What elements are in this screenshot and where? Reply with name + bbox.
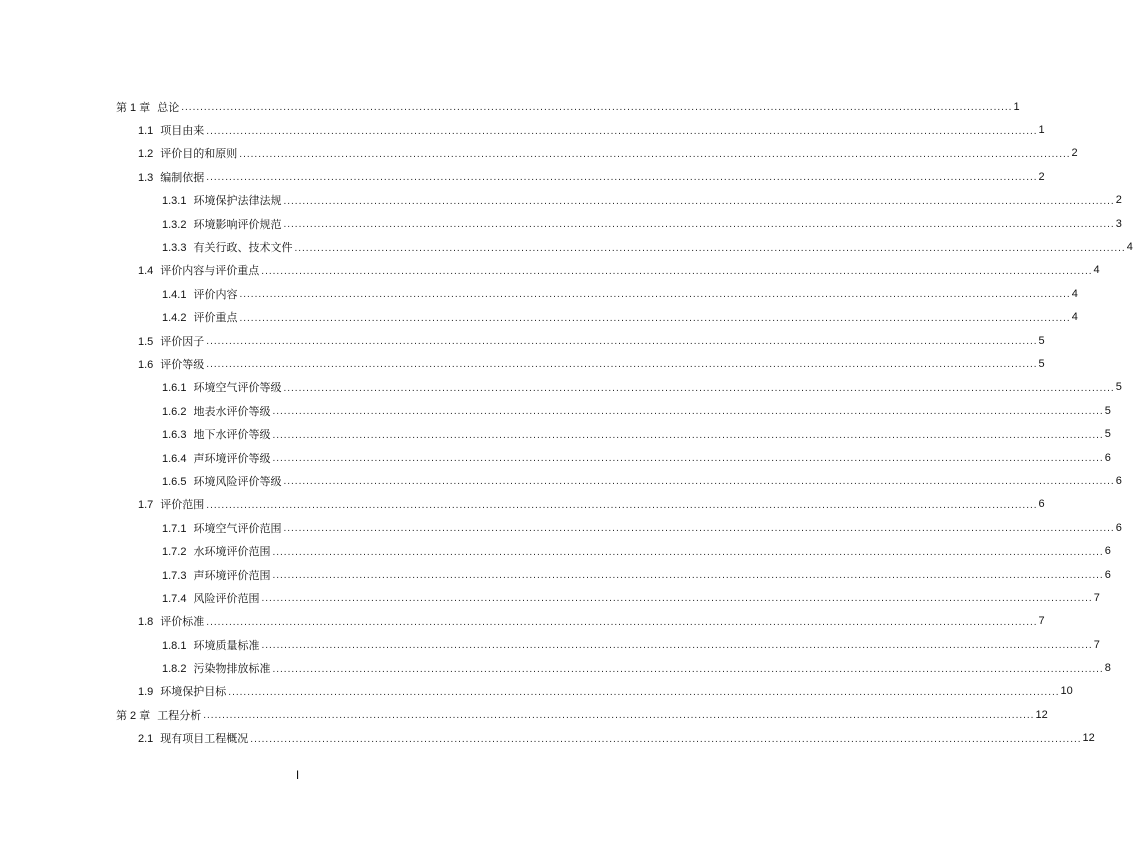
toc-entry-label [162,426,272,442]
toc-entry-title: 声环境评价等级 [193,451,271,465]
toc-entry-page: 4 [1126,241,1133,254]
toc-entry[interactable] [138,118,1045,141]
toc-entry-title: 评价内容 [193,287,238,301]
toc-entry-label [162,379,283,395]
toc-entry[interactable] [162,563,1111,586]
toc-entry-title: 环境质量标准 [193,638,260,652]
toc-entry-title: 环境空气评价等级 [193,381,282,395]
toc-entry-label [138,356,206,372]
dot-leader: ............................................................................................................................................................................................................................ [206,172,1038,184]
toc-entry-page: 5 [1115,381,1122,394]
dot-leader: ............................................................................................................................................................................................................................ [206,336,1038,348]
dot-leader: ............................................................................................................................................................................................................................ [239,289,1071,301]
toc-entry-page: 5 [1104,404,1111,417]
toc-entry-number: 1.6.2 [162,405,187,418]
toc-entry[interactable] [162,189,1122,212]
toc-entry-page: 2 [1038,170,1045,183]
toc-entry-label [138,262,261,278]
toc-entry[interactable] [138,352,1045,375]
toc-entry-page: 3 [1115,217,1122,230]
toc-entry-number: 1.3.1 [162,195,187,208]
toc-entry-page: 2 [1115,194,1122,207]
toc-entry[interactable] [162,516,1122,539]
toc-entry[interactable] [162,469,1122,492]
dot-leader: ............................................................................................................................................................................................................................ [272,406,1104,418]
toc-entry-label [162,192,283,208]
toc-entry-title: 水环境评价范围 [193,545,271,559]
toc-entry-number: 1.7.1 [162,522,187,535]
toc-entry[interactable] [138,680,1073,703]
toc-entry-page: 6 [1038,498,1045,511]
dot-leader: ............................................................................................................................................................................................................................ [272,429,1104,441]
dot-leader: ............................................................................................................................................................................................................................ [250,733,1082,745]
toc-entry-label [162,450,272,466]
toc-entry-number: 1.3.3 [162,242,187,255]
toc-entry-page: 4 [1093,264,1100,277]
toc-entry-title: 环境影响评价规范 [193,217,282,231]
dot-leader: ............................................................................................................................................................................................................................ [283,523,1115,535]
toc-entry-number: 1.6.1 [162,382,187,395]
toc-entry-number: 1.7 [138,499,154,512]
toc-entry-number: 1.8 [138,616,154,629]
toc-entry-number: 1.3 [138,171,154,184]
toc-entry-number: 1.4.1 [162,288,187,301]
toc-entry-number: 1.8.1 [162,639,187,652]
toc-entry-page: 6 [1104,451,1111,464]
toc-entry-label [162,543,272,559]
toc-entry-number: 1.4 [138,265,154,278]
dot-leader: ............................................................................................................................................................................................................................ [239,148,1071,160]
toc-entry-title: 声环境评价范围 [193,568,271,582]
dot-leader: ............................................................................................................................................................................................................................ [261,640,1093,652]
toc-entry-label [162,637,261,653]
toc-entry[interactable] [138,165,1045,188]
toc-entry-title: 评价范围 [160,498,205,512]
toc-entry[interactable] [162,656,1111,679]
toc-entry-number: 1.8.2 [162,663,187,676]
toc-entry[interactable] [162,282,1078,305]
toc-entry-title: 风险评价范围 [193,591,260,605]
toc-entry-label [162,567,272,583]
toc-entry-label [138,333,206,349]
toc-entry-page: 12 [1082,732,1095,745]
toc-entry-label [138,683,228,699]
toc-entry[interactable] [162,212,1122,235]
toc-entry[interactable] [138,259,1100,282]
toc-entry-page: 1 [1013,100,1020,113]
toc-entry-number: 1.2 [138,148,154,161]
dot-leader: ............................................................................................................................................................................................................................ [228,686,1060,698]
toc-entry-page: 1 [1038,124,1045,137]
toc-entry-label [138,730,250,746]
toc-entry-title: 地下水评价等级 [193,428,271,442]
dot-leader: ............................................................................................................................................................................................................................ [261,265,1093,277]
toc-entry-label [162,520,283,536]
toc-entry[interactable] [138,493,1045,516]
table-of-contents [0,95,1133,750]
toc-entry-label [162,403,272,419]
toc-entry-title: 项目由来 [160,124,205,138]
toc-entry-label [138,122,206,138]
toc-entry-page: 8 [1104,662,1111,675]
toc-entry-title: 环境风险评价等级 [193,474,282,488]
dot-leader: ............................................................................................................................................................................................................................ [261,593,1093,605]
toc-entry-label [138,496,206,512]
dot-leader: ............................................................................................................................................................................................................................ [206,125,1038,137]
toc-entry[interactable] [162,399,1111,422]
toc-entry-page: 6 [1104,568,1111,581]
dot-leader: ............................................................................................................................................................................................................................ [206,616,1038,628]
toc-entry-label [162,473,283,489]
toc-entry-number: 2.1 [138,733,154,746]
toc-entry[interactable] [116,95,1020,118]
toc-entry-number: 1.1 [138,125,154,138]
toc-entry-page: 6 [1115,521,1122,534]
toc-entry-number: 1.6.5 [162,475,187,488]
toc-entry-number: 1.5 [138,335,154,348]
toc-entry-label [138,613,206,629]
dot-leader: ............................................................................................................................................................................................................................ [181,102,1013,114]
toc-entry[interactable] [162,422,1111,445]
toc-entry-number: 1.6.3 [162,429,187,442]
toc-entry-label [162,286,239,302]
dot-leader: ............................................................................................................................................................................................................................ [272,453,1104,465]
toc-entry-label [138,145,239,161]
toc-entry-label [138,169,206,185]
toc-entry-page: 2 [1071,147,1078,160]
toc-entry-number: 第 1 章 [116,101,151,114]
toc-entry-page: 5 [1038,357,1045,370]
toc-entry[interactable] [138,329,1045,352]
dot-leader: ............................................................................................................................................................................................................................ [283,476,1115,488]
toc-entry-title: 编制依据 [160,170,205,184]
toc-entry[interactable] [162,539,1111,562]
dot-leader: ............................................................................................................................................................................................................................ [239,312,1071,324]
toc-entry-page: 6 [1104,545,1111,558]
toc-entry[interactable] [162,235,1133,258]
toc-entry-label [162,239,294,255]
toc-entry-title: 评价目的和原则 [160,147,238,161]
toc-entry-title: 总论 [157,100,180,114]
dot-leader: ............................................................................................................................................................................................................................ [283,382,1115,394]
toc-entry-number: 1.7.3 [162,569,187,582]
toc-entry-page: 4 [1071,287,1078,300]
toc-entry-page: 7 [1093,591,1100,604]
toc-entry-title: 评价因子 [160,334,205,348]
toc-entry[interactable] [138,610,1045,633]
toc-entry-title: 环境保护目标 [160,685,227,699]
dot-leader: ............................................................................................................................................................................................................................ [203,710,1035,722]
toc-entry-title: 地表水评价等级 [193,404,271,418]
toc-entry-number: 1.6 [138,358,154,371]
dot-leader: ............................................................................................................................................................................................................................ [206,359,1038,371]
toc-entry[interactable] [162,633,1100,656]
toc-entry-title: 有关行政、技术文件 [193,241,293,255]
toc-entry-title: 现有项目工程概况 [160,732,249,746]
toc-entry-number: 1.6.4 [162,452,187,465]
toc-entry-label [162,309,239,325]
toc-entry[interactable] [138,142,1078,165]
dot-leader: ............................................................................................................................................................................................................................ [283,219,1115,231]
toc-entry-page: 4 [1071,311,1078,324]
toc-entry-title: 环境空气评价范围 [193,521,282,535]
dot-leader: ............................................................................................................................................................................................................................ [283,195,1115,207]
toc-entry-number: 1.3.2 [162,218,187,231]
toc-entry-label [162,216,283,232]
toc-entry-number: 1.7.2 [162,546,187,559]
toc-entry[interactable] [162,446,1111,469]
toc-entry-label [162,590,261,606]
toc-entry-page: 5 [1038,334,1045,347]
toc-entry-page: 10 [1060,685,1073,698]
page-number: I [295,768,300,782]
toc-entry[interactable] [116,703,1048,726]
toc-entry-label [162,660,272,676]
toc-entry[interactable] [162,306,1078,329]
dot-leader: ............................................................................................................................................................................................................................ [272,663,1104,675]
dot-leader: ............................................................................................................................................................................................................................ [206,499,1038,511]
toc-entry[interactable] [138,727,1095,750]
dot-leader: ............................................................................................................................................................................................................................ [272,570,1104,581]
toc-entry-title: 评价内容与评价重点 [160,264,260,278]
toc-entry-number: 1.4.2 [162,312,187,325]
toc-entry-title: 污染物排放标准 [193,662,271,676]
toc-entry-title: 工程分析 [157,708,202,722]
toc-entry-page: 7 [1093,638,1100,651]
toc-entry-title: 评价标准 [160,615,205,629]
toc-entry-title: 评价等级 [160,357,205,371]
toc-entry-label [116,707,203,723]
toc-entry-page: 7 [1038,615,1045,628]
toc-entry[interactable] [162,586,1100,609]
toc-entry-label [116,99,181,115]
dot-leader: ............................................................................................................................................................................................................................ [294,242,1126,254]
toc-entry-title: 评价重点 [193,311,238,325]
toc-entry-number: 1.7.4 [162,592,187,605]
toc-entry-page: 5 [1104,428,1111,441]
toc-entry-page: 6 [1115,474,1122,487]
toc-entry-number: 1.9 [138,686,154,699]
toc-entry-title: 环境保护法律法规 [193,194,282,208]
toc-entry[interactable] [162,376,1122,399]
toc-entry-page: 12 [1035,708,1048,721]
toc-entry-number: 第 2 章 [116,709,151,722]
dot-leader: ............................................................................................................................................................................................................................ [272,546,1104,558]
